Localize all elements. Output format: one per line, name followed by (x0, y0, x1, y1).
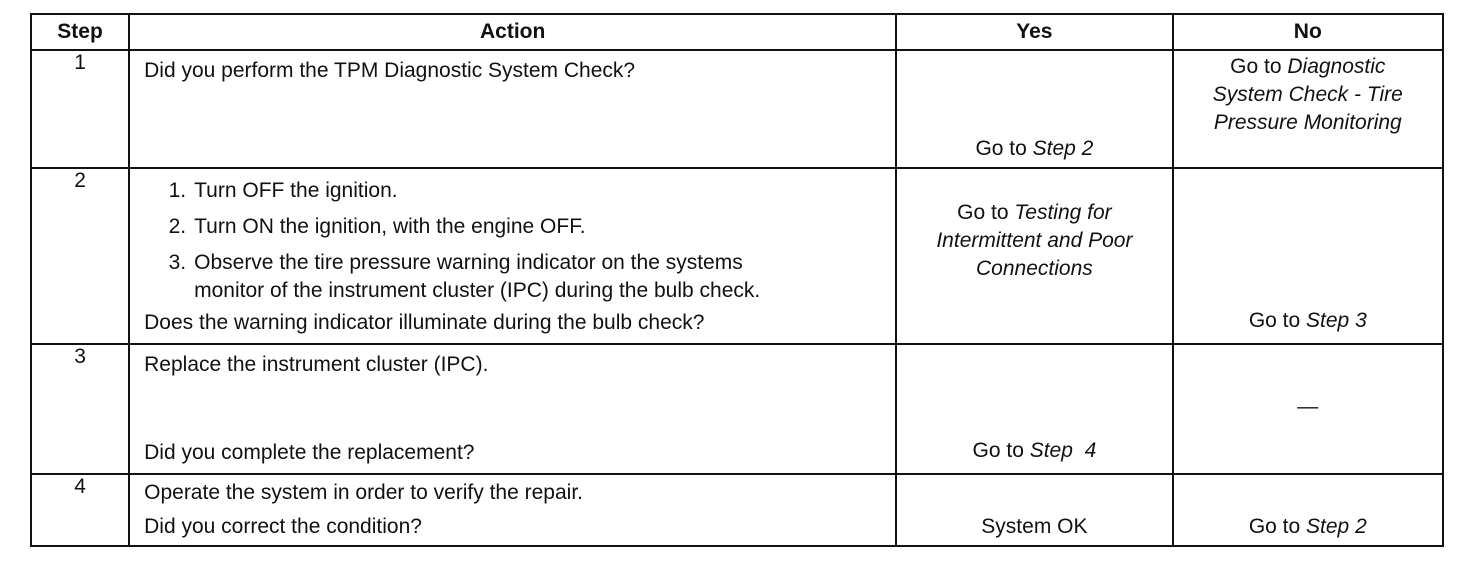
action-cell (129, 168, 896, 344)
table-row (31, 344, 1443, 474)
procedure-link[interactable]: Intermittent and Poor (936, 229, 1133, 252)
yes-instruction: Go to Step 2 (975, 137, 1094, 160)
step-number: 2 (31, 168, 129, 344)
step-number: 3 (31, 344, 129, 474)
yes-cell (896, 168, 1172, 344)
procedure-link[interactable]: Testing for (1014, 201, 1112, 224)
step-link[interactable]: Step 2 (1032, 137, 1094, 160)
step-number: 4 (31, 474, 129, 546)
header-action: Action (129, 14, 896, 50)
table-row (31, 50, 1443, 168)
header-step: Step (31, 14, 129, 50)
yes-cell (896, 50, 1172, 168)
header-no: No (1173, 14, 1443, 50)
header-yes: Yes (896, 14, 1172, 50)
yes-result: System OK (981, 515, 1088, 538)
procedure-link[interactable]: System Check - Tire (1212, 83, 1403, 106)
procedure-link[interactable]: Diagnostic (1287, 55, 1386, 78)
list-item: 1. Turn OFF the ignition. (168, 179, 398, 202)
no-cell (1173, 474, 1443, 546)
no-dash: — (1297, 395, 1319, 418)
yes-instruction: Go to Testing for Intermittent and Poor Connections (897, 199, 1171, 283)
list-item: 3. Observe the tire pressure warning indicator on the systems monitor of the instrument cluster (IPC) during the bulb check. (168, 251, 761, 302)
diagnostic-table (30, 13, 1444, 547)
table-row (31, 168, 1443, 344)
action-question: Did you perform the TPM Diagnostic System Check? (144, 59, 636, 82)
yes-cell (896, 474, 1172, 546)
action-cell (129, 474, 896, 546)
yes-cell (896, 344, 1172, 474)
action-question: Did you correct the condition? (144, 515, 422, 538)
table-row (31, 474, 1443, 546)
action-text: Operate the system in order to verify the repair. (144, 481, 583, 504)
no-cell (1173, 168, 1443, 344)
action-cell (129, 344, 896, 474)
list-item: 2. Turn ON the ignition, with the engine OFF. (168, 215, 586, 238)
step-link[interactable]: Step 3 (1306, 309, 1367, 332)
action-text: Replace the instrument cluster (IPC). (144, 353, 489, 376)
no-instruction: Go to Diagnostic System Check - Tire Pressure Monitoring (1174, 53, 1442, 137)
step-link[interactable]: Step 4 (1029, 439, 1097, 462)
numbered-steps (130, 177, 895, 305)
no-instruction: Go to Step 2 (1248, 515, 1367, 538)
action-question: Does the warning indicator illuminate during the bulb check? (144, 311, 705, 334)
no-cell (1173, 344, 1443, 474)
step-number: 1 (31, 50, 129, 168)
header-row (31, 14, 1443, 50)
no-instruction: Go to Step 3 (1248, 309, 1367, 332)
yes-instruction: Go to Step 4 (972, 439, 1097, 462)
action-question: Did you complete the replacement? (144, 441, 475, 464)
step-link[interactable]: Step 2 (1306, 515, 1367, 538)
no-cell (1173, 50, 1443, 168)
procedure-link[interactable]: Pressure Monitoring (1213, 111, 1402, 134)
procedure-link[interactable]: Connections (976, 257, 1093, 280)
action-cell (129, 50, 896, 168)
